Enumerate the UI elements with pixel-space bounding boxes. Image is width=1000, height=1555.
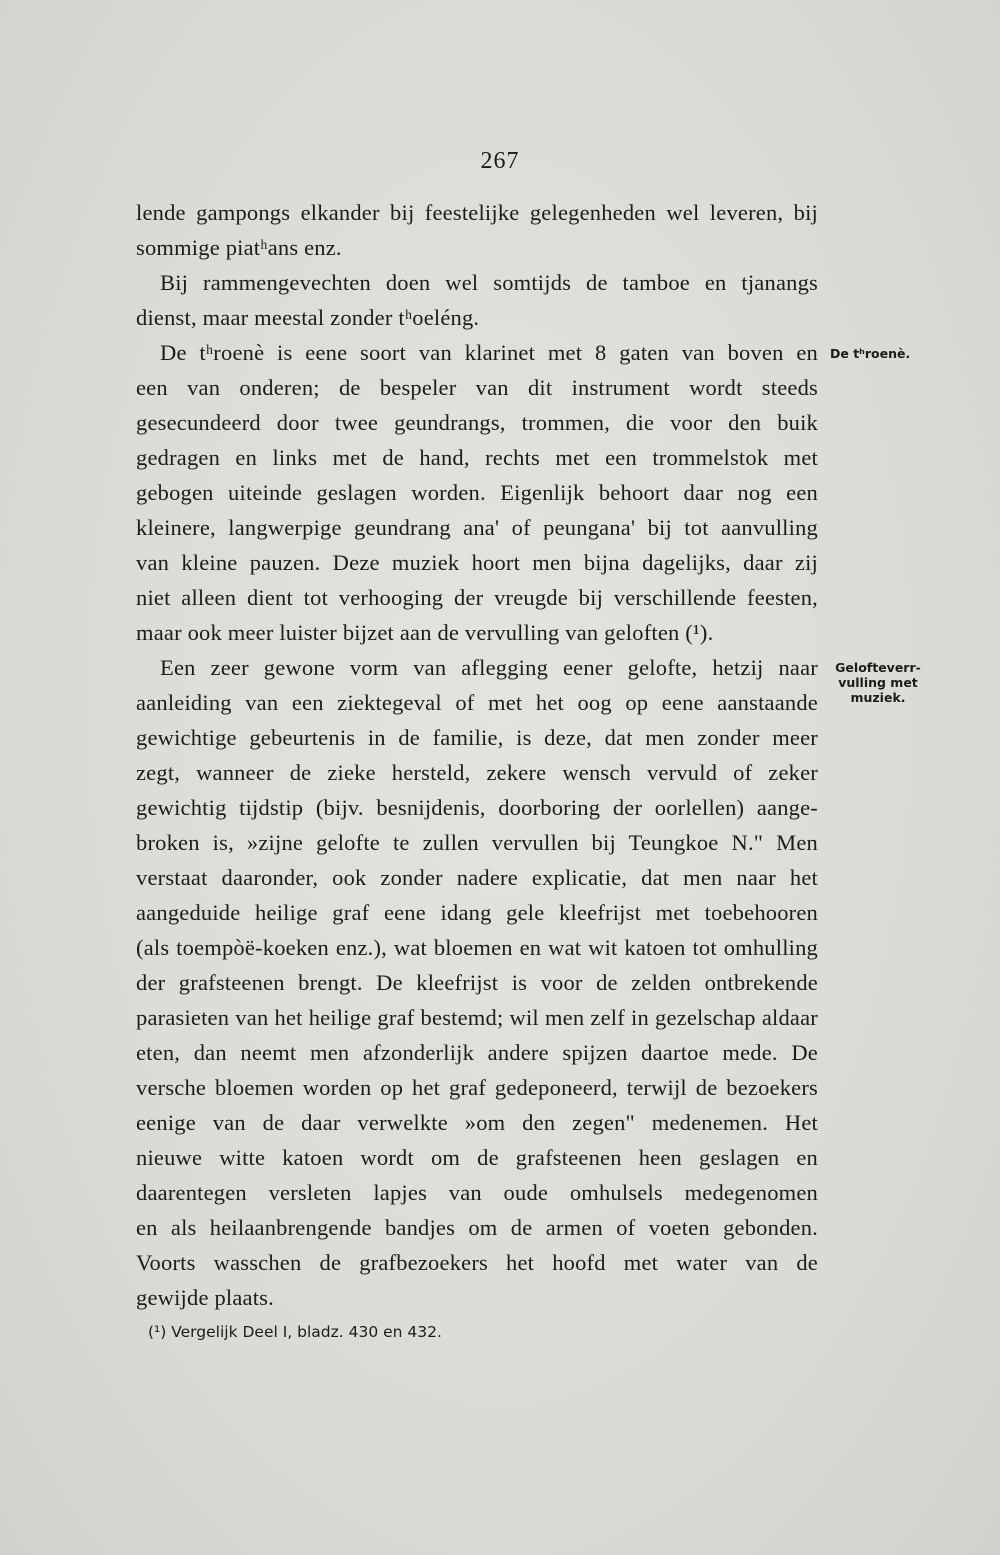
text-line: gedragen en links met de hand, rechts met een trommelstok met (136, 445, 818, 470)
text-line: der grafsteenen brengt. De kleefrijst is voor de zelden ontbrekende (136, 970, 818, 995)
text-line: van kleine pauzen. Deze muziek hoort men bijna dagelijks, daar zij (136, 550, 818, 575)
text-line: (als toempòë-koeken enz.), wat bloemen en wat wit katoen tot omhulling (136, 935, 818, 960)
text-line: lende gampongs elkander bij feestelijke gelegenheden wel leveren, bij (136, 200, 818, 225)
text-line: daarentegen versleten lapjes van oude omhulsels medegenomen (136, 1180, 818, 1205)
text-line: gebogen uiteinde geslagen worden. Eigenlijk behoort daar nog een (136, 480, 818, 505)
text-line: verstaat daaronder, ook zonder nadere explicatie, dat men naar het (136, 865, 818, 890)
text-line: dienst, maar meestal zonder tʰoeléng. (136, 305, 480, 330)
text-line: nieuwe witte katoen wordt om de grafsteenen heen geslagen en (136, 1145, 818, 1170)
margin-note-line: De tʰroenè. (830, 346, 911, 361)
text-line: maar ook meer luister bijzet aan de vervulling van geloften (¹). (136, 620, 714, 645)
text-line: eenige van de daar verwelkte »om den zegen" medenemen. Het (136, 1110, 818, 1135)
text-line: kleinere, langwerpige geundrang ana' of peungana' bij tot aanvulling (136, 515, 818, 540)
text-line: aangeduide heilige graf eene idang gele kleefrijst met toebehooren (136, 900, 818, 925)
margin-note-troene (830, 346, 910, 361)
text-line: parasieten van het heilige graf bestemd; wil men zelf in gezelschap aldaar (136, 1005, 818, 1030)
text-line: een van onderen; de bespeler van dit instrument wordt steeds (136, 375, 818, 400)
text-line: sommige piatʰans enz. (136, 235, 342, 260)
text-line: versche bloemen worden op het graf gedeponeerd, terwijl de bezoekers (136, 1075, 818, 1100)
text-line: De tʰroenè is eene soort van klarinet met 8 gaten van boven en (160, 340, 818, 365)
text-line: gewichtige gebeurtenis in de familie, is deze, dat men zonder meer (136, 725, 818, 750)
text-line: en als heilaanbrengende bandjes om de armen of voeten gebonden. (136, 1215, 818, 1240)
margin-note-gelofte (830, 660, 926, 705)
text-line: zegt, wanneer de zieke hersteld, zekere wensch vervuld of zeker (136, 760, 818, 785)
text-line: niet alleen dient tot verhooging der vreugde bij verschillende feesten, (136, 585, 818, 610)
page-number: 267 (480, 148, 520, 174)
footnote: (¹) Vergelijk Deel I, bladz. 430 en 432. (148, 1323, 442, 1341)
text-line: aanleiding van een ziektegeval of met het oog op eene aanstaande (136, 690, 818, 715)
margin-note-line: vulling met (838, 675, 918, 690)
text-line: gewijde plaats. (136, 1285, 274, 1310)
margin-note-line: Gelofteverr- (835, 660, 921, 675)
text-line: eten, dan neemt men afzonderlijk andere spijzen daartoe mede. De (136, 1040, 818, 1065)
text-line: gewichtig tijdstip (bijv. besnijdenis, doorboring der oorlellen) aange- (136, 795, 818, 820)
text-line: Voorts wasschen de grafbezoekers het hoofd met water van de (136, 1250, 818, 1275)
text-line: Bij rammengevechten doen wel somtijds de tamboe en tjanangs (160, 270, 818, 295)
text-line: broken is, »zijne gelofte te zullen vervullen bij Teungkoe N." Men (136, 830, 818, 855)
text-line: Een zeer gewone vorm van aflegging eener gelofte, hetzij naar (160, 655, 818, 680)
margin-note-line: muziek. (850, 690, 906, 705)
text-line: gesecundeerd door twee geundrangs, trommen, die voor den buik (136, 410, 818, 435)
